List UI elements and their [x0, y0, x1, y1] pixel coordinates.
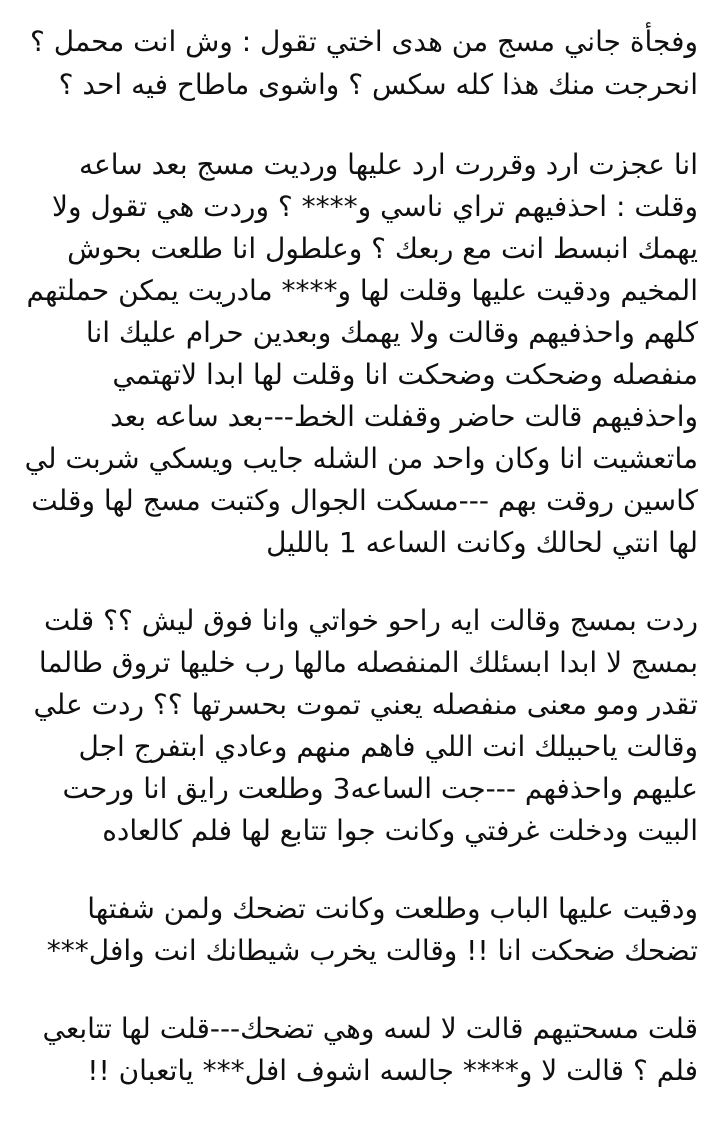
text-line: واحذفيهم قالت حاضر وقفلت الخط---بعد ساعه بعد — [110, 400, 698, 433]
text-line: تقدر ومو معنى منفصله يعني تموت بحسرتها ؟؟ ردت علي — [33, 688, 698, 721]
text-line: ردت بمسج وقالت ايه راحو خواتي وانا فوق ليش ؟؟ قلت — [44, 604, 698, 637]
text-line: تضحك ضحكت انا !! وقالت يخرب شيطانك انت وافل*** — [46, 934, 698, 967]
text-line: انا عجزت ارد وقررت ارد عليها ورديت مسج بعد ساعه — [79, 148, 698, 181]
text-line: كلهم واحذفيهم وقالت ولا يهمك وبعدين حرام عليك انا — [85, 316, 698, 349]
text-line: وقالت ياحبيلك انت اللي فاهم منهم وعادي ابتفرج اجل — [78, 730, 698, 763]
text-line: عليهم واحذفهم ---جت الساعه3 وطلعت رايق انا ورحت — [62, 772, 698, 805]
text-line: انحرجت منك هذا كله سكس ؟ واشوى ماطاح فيه احد ؟ — [58, 68, 698, 101]
text-line: وقلت : احذفيهم تراي ناسي و**** ؟ وردت هي تقول ولا — [52, 190, 698, 223]
text-line: ماتعشيت انا وكان واحد من الشله جايب ويسكي شربت لي — [24, 442, 698, 475]
text-line: وفجأة جاني مسج من هدى اختي تقول : وش انت محمل ؟ — [30, 25, 698, 58]
text-line: كاسين روقت بهم ---مسكت الجوال وكتبت مسج لها وقلت — [31, 484, 698, 517]
text-line: بمسج لا ابدا ابسئلك المنفصله مالها رب خليها تروق طالما — [38, 646, 698, 679]
text-line: قلت مسحتيهم قالت لا لسه وهي تضحك---قلت لها تتابعي — [42, 1012, 698, 1045]
text-line: البيت ودخلت غرفتي وكانت جوا تتابع لها فلم كالعاده — [102, 814, 698, 847]
text-line: فلم ؟ قالت لا و**** جالسه اشوف افل*** ياتعبان !! — [87, 1054, 698, 1087]
text-line: منفصله وضحكت وضحكت انا وقلت لها ابدا لاتهتمي — [112, 358, 698, 391]
text-line: يهمك انبسط انت مع ربعك ؟ وعلطول انا طلعت بحوش — [67, 232, 698, 265]
text-line: ودقيت عليها الباب وطلعت وكانت تضحك ولمن شفتها — [87, 892, 698, 925]
text-line: لها انتي لحالك وكانت الساعه 1 بالليل — [266, 526, 698, 559]
text-line: المخيم ودقيت عليها وقلت لها و**** مادريت يمكن حملتهم — [26, 274, 698, 307]
